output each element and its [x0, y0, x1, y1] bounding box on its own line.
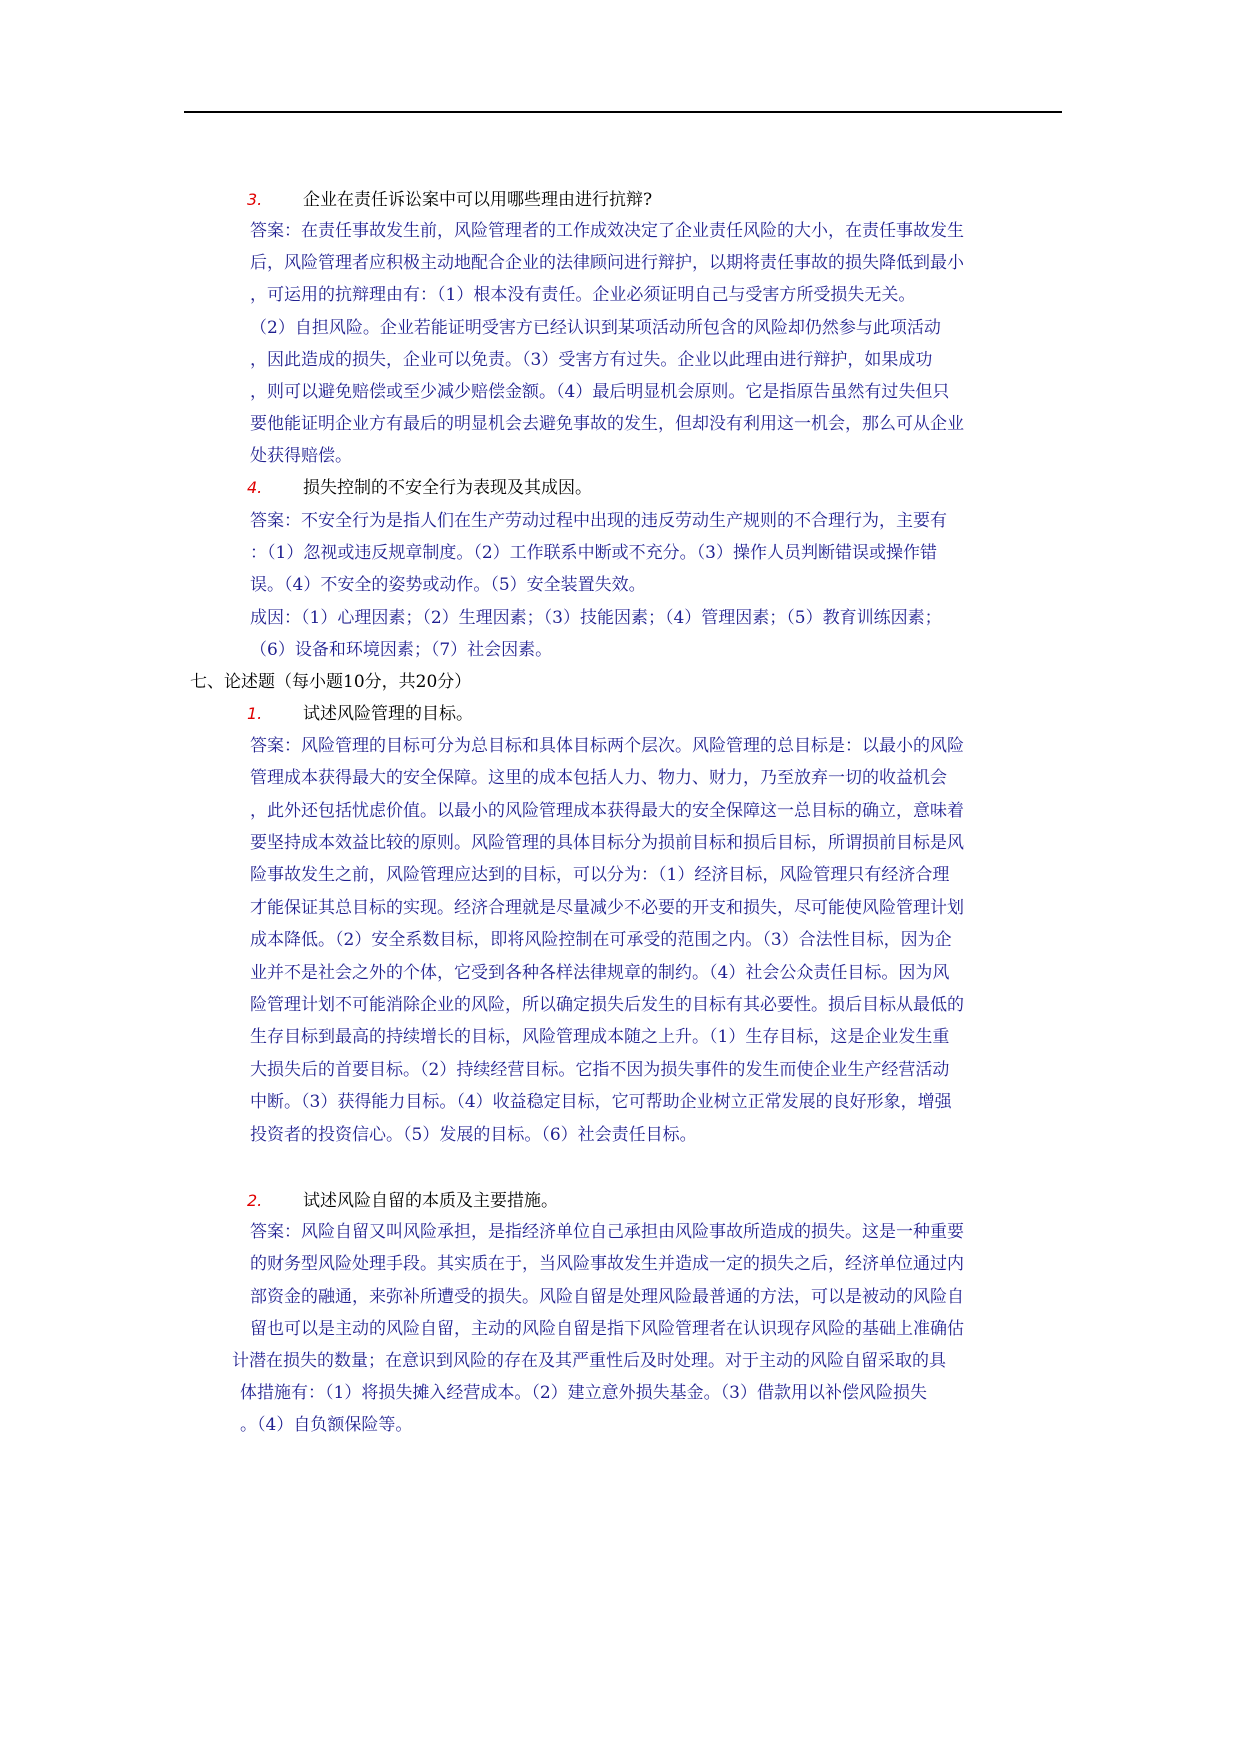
answer-line: 答案：在责任事故发生前，风险管理者的工作成效决定了企业责任风险的大小，在责任事故发生 [250, 221, 964, 241]
answer-line: 留也可以是主动的风险自留，主动的风险自留是指下风险管理者在认识现存风险的基础上准确估 [250, 1319, 964, 1339]
answer-line: 后，风险管理者应积极主动地配合企业的法律顾问进行辩护，以期将责任事故的损失降低到最小 [250, 253, 964, 273]
answer-line: 处获得赔偿。 [250, 446, 352, 466]
question-title: 企业在责任诉讼案中可以用哪些理由进行抗辩? [303, 190, 653, 210]
answer-line: 管理成本获得最大的安全保障。这里的成本包括人力、物力、财力，乃至放弃一切的收益机会 [250, 768, 947, 788]
answer-line: 要他能证明企业方有最后的明显机会去避免事故的发生，但却没有利用这一机会，那么可从企业 [250, 414, 964, 434]
answer-line: ，可运用的抗辩理由有：（1）根本没有责任。企业必须证明自己与受害方所受损失无关。 [250, 285, 916, 305]
answer-line: （6）设备和环境因素；（7）社会因素。 [250, 640, 553, 660]
question-title: 损失控制的不安全行为表现及其成因。 [303, 478, 592, 498]
answer-line: （2）自担风险。企业若能证明受害方已经认识到某项活动所包含的风险却仍然参与此项活动 [250, 318, 941, 338]
answer-line: 误。（4）不安全的姿势或动作。（5）安全装置失效。 [250, 575, 646, 595]
section-heading: 七、论述题（每小题10分，共20分） [190, 672, 472, 692]
answer-line: 中断。（3）获得能力目标。（4）收益稳定目标，它可帮助企业树立正常发展的良好形象，增强 [250, 1092, 952, 1112]
answer-line: 险管理计划不可能消除企业的风险，所以确定损失后发生的目标有其必要性。损后目标从最低的 [250, 995, 964, 1015]
answer-line: 计潜在损失的数量；在意识到风险的存在及其严重性后及时处理。对于主动的风险自留采取的具 [232, 1351, 946, 1371]
answer-line: 业并不是社会之外的个体，它受到各种各样法律规章的制约。（4）社会公众责任目标。因为风 [250, 963, 950, 983]
answer-line: ，此外还包括忧虑价值。以最小的风险管理成本获得最大的安全保障这一总目标的确立，意味着 [250, 801, 964, 821]
question-title: 试述风险自留的本质及主要措施。 [303, 1191, 558, 1211]
question-number: 4. [247, 478, 263, 497]
answer-line: 要坚持成本效益比较的原则。风险管理的具体目标分为损前目标和损后目标，所谓损前目标是风 [250, 833, 964, 853]
answer-line: 。（4）自负额保险等。 [240, 1415, 413, 1435]
answer-line: 的财务型风险处理手段。其实质在于，当风险事故发生并造成一定的损失之后，经济单位通过内 [250, 1254, 964, 1274]
answer-line: 投资者的投资信心。（5）发展的目标。（6）社会责任目标。 [250, 1125, 697, 1145]
answer-line: 部资金的融通，来弥补所遭受的损失。风险自留是处理风险最普通的方法，可以是被动的风险自 [250, 1287, 964, 1307]
answer-line: 成因：（1）心理因素；（2）生理因素；（3）技能因素；（4）管理因素；（5）教育训练因素； [250, 608, 942, 628]
answer-line: 答案：风险管理的目标可分为总目标和具体目标两个层次。风险管理的总目标是：以最小的风险 [250, 736, 964, 756]
answer-line: ，因此造成的损失，企业可以免责。（3）受害方有过失。企业以此理由进行辩护，如果成功 [250, 350, 933, 370]
answer-line: 答案：风险自留又叫风险承担，是指经济单位自己承担由风险事故所造成的损失。这是一种重要 [250, 1222, 964, 1242]
answer-line: 成本降低。（2）安全系数目标，即将风险控制在可承受的范围之内。（3）合法性目标，因为企 [250, 930, 952, 950]
answer-line: 体措施有：（1）将损失摊入经营成本。（2）建立意外损失基金。（3）借款用以补偿风险损失 [240, 1383, 927, 1403]
answer-line: 大损失后的首要目标。（2）持续经营目标。它指不因为损失事件的发生而使企业生产经营活动 [250, 1060, 950, 1080]
question-number: 2. [247, 1191, 263, 1210]
question-title: 试述风险管理的目标。 [303, 704, 473, 724]
answer-line: 答案：不安全行为是指人们在生产劳动过程中出现的违反劳动生产规则的不合理行为，主要有 [250, 511, 947, 531]
answer-line: 险事故发生之前，风险管理应达到的目标，可以分为：（1）经济目标，风险管理只有经济合理 [250, 865, 950, 885]
answer-line: ，则可以避免赔偿或至少减少赔偿金额。（4）最后明显机会原则。它是指原告虽然有过失但只 [250, 382, 950, 402]
answer-line: 生存目标到最高的持续增长的目标，风险管理成本随之上升。（1）生存目标，这是企业发生重 [250, 1027, 950, 1047]
answer-line: 才能保证其总目标的实现。经济合理就是尽量减少不必要的开支和损失，尽可能使风险管理计划 [250, 898, 964, 918]
answer-line: ：（1）忽视或违反规章制度。（2）工作联系中断或不充分。（3）操作人员判断错误或操作错 [250, 543, 937, 563]
header-rule [184, 111, 1062, 113]
question-number: 1. [247, 704, 263, 723]
question-number: 3. [247, 190, 263, 209]
